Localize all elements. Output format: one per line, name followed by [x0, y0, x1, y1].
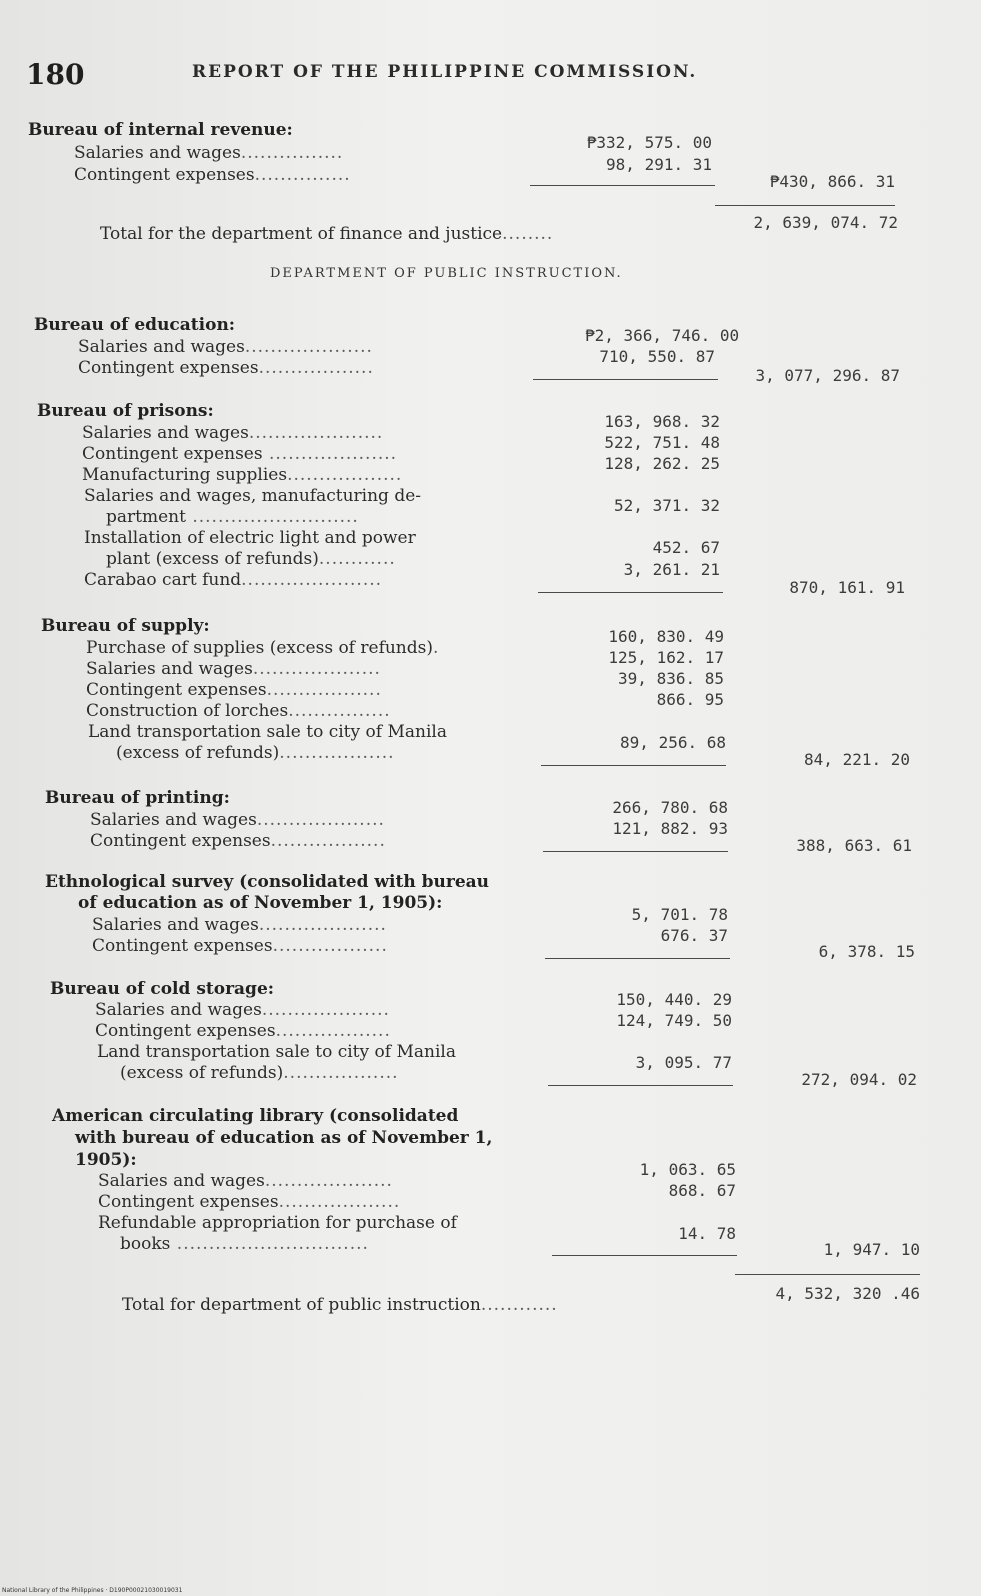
- line-label: partment ..........................: [106, 507, 359, 527]
- bureau-title: Bureau of supply:: [41, 616, 210, 636]
- bureau-total: 6, 378. 15: [818, 942, 915, 961]
- subtotal-rule: [543, 851, 728, 852]
- line-label: Contingent expenses...............: [74, 165, 351, 185]
- line-label: Salaries and wages....................: [98, 1171, 393, 1191]
- line-label: Salaries and wages.....................: [82, 423, 384, 443]
- line-amount: 710, 550. 87: [599, 347, 715, 366]
- bureau-title: Bureau of internal revenue:: [28, 120, 293, 140]
- line-amount: 3, 261. 21: [623, 560, 720, 579]
- line-label: (excess of refunds)..................: [116, 743, 395, 763]
- line-amount: 52, 371. 32: [614, 496, 720, 515]
- line-label: plant (excess of refunds)............: [106, 549, 396, 569]
- bureau-title: 1905):: [75, 1150, 137, 1170]
- line-amount: 125, 162. 17: [608, 648, 724, 667]
- line-label: Contingent expenses..................: [78, 358, 374, 378]
- line-amount: 121, 882. 93: [612, 819, 728, 838]
- line-label: Land transportation sale to city of Manila: [97, 1042, 456, 1062]
- line-label: Salaries and wages................: [74, 143, 344, 163]
- line-label: Purchase of supplies (excess of refunds).: [86, 638, 440, 658]
- scan-credit: National Library of the Philippines · D190P00021030019031: [2, 1587, 183, 1594]
- line-amount: 676. 37: [660, 926, 728, 945]
- subtotal-rule: [552, 1255, 737, 1256]
- line-amount: 14. 78: [678, 1224, 736, 1243]
- bureau-total: 1, 947. 10: [823, 1240, 920, 1259]
- bureau-title: Bureau of printing:: [45, 788, 230, 808]
- line-label: Contingent expenses..................: [86, 680, 382, 700]
- line-amount: 128, 262. 25: [604, 454, 720, 473]
- section-heading: DEPARTMENT OF PUBLIC INSTRUCTION.: [270, 266, 623, 281]
- bureau-total: 870, 161. 91: [789, 578, 905, 597]
- line-amount: 868. 67: [668, 1181, 736, 1200]
- line-label: (excess of refunds)..................: [120, 1063, 399, 1083]
- bureau-title: Bureau of cold storage:: [50, 979, 275, 999]
- bureau-title: with bureau of education as of November 1,: [75, 1128, 493, 1148]
- line-amount: 452. 67: [652, 538, 720, 557]
- bureau-total: 272, 094. 02: [801, 1070, 917, 1089]
- running-head: REPORT OF THE PHILIPPINE COMMISSION.: [192, 62, 698, 82]
- line-amount: 866. 95: [656, 690, 724, 709]
- total-rule: [715, 205, 895, 206]
- line-label: Contingent expenses...................: [98, 1192, 401, 1212]
- line-label: Land transportation sale to city of Manila: [88, 722, 447, 742]
- line-label: books ..............................: [120, 1234, 369, 1254]
- finance-total-label: Total for the department of finance and justice........: [100, 224, 554, 244]
- line-label: Salaries and wages, manufacturing de-: [84, 486, 422, 506]
- page-number: 180: [26, 58, 85, 91]
- subtotal-rule: [548, 1085, 733, 1086]
- line-label: Contingent expenses..................: [95, 1021, 391, 1041]
- bureau-title: American circulating library (consolidated: [52, 1106, 459, 1126]
- line-amount: 266, 780. 68: [612, 798, 728, 817]
- subtotal-rule: [533, 379, 718, 380]
- line-amount: 3, 095. 77: [635, 1053, 732, 1072]
- line-amount: 98, 291. 31: [606, 155, 712, 174]
- line-amount: 522, 751. 48: [604, 433, 720, 452]
- line-label: Construction of lorches................: [86, 701, 391, 721]
- line-label: Salaries and wages....................: [78, 337, 373, 357]
- bureau-total: ₱430, 866. 31: [769, 172, 895, 191]
- instruction-total-amount: 4, 532, 320 .46: [775, 1284, 920, 1303]
- line-label: Carabao cart fund......................: [84, 570, 383, 590]
- bureau-total: 3, 077, 296. 87: [755, 366, 900, 385]
- bureau-title: Bureau of prisons:: [37, 401, 214, 421]
- line-label: Salaries and wages....................: [86, 659, 381, 679]
- bureau-title: of education as of November 1, 1905):: [78, 893, 443, 913]
- line-label: Manufacturing supplies..................: [82, 465, 403, 485]
- bureau-total: 84, 221. 20: [804, 750, 910, 769]
- line-label: Salaries and wages....................: [95, 1000, 390, 1020]
- subtotal-rule: [545, 958, 730, 959]
- line-amount: 160, 830. 49: [608, 627, 724, 646]
- instruction-total-label: Total for department of public instruction............: [122, 1295, 558, 1315]
- line-amount: ₱2, 366, 746. 00: [585, 326, 740, 345]
- line-amount: 150, 440. 29: [616, 990, 732, 1009]
- line-label: Salaries and wages....................: [90, 810, 385, 830]
- line-amount: ₱332, 575. 00: [586, 133, 712, 152]
- subtotal-rule: [530, 185, 715, 186]
- line-label: Refundable appropriation for purchase of: [98, 1213, 457, 1233]
- line-amount: 5, 701. 78: [631, 905, 728, 924]
- line-amount: 39, 836. 85: [618, 669, 724, 688]
- line-amount: 163, 968. 32: [604, 412, 720, 431]
- line-label: Contingent expenses..................: [92, 936, 388, 956]
- line-amount: 1, 063. 65: [639, 1160, 736, 1179]
- bureau-title: Bureau of education:: [34, 315, 236, 335]
- subtotal-rule: [538, 592, 723, 593]
- line-label: Installation of electric light and power: [84, 528, 416, 548]
- line-label: Salaries and wages....................: [92, 915, 387, 935]
- bureau-title: Ethnological survey (consolidated with bureau: [45, 872, 490, 892]
- line-amount: 124, 749. 50: [616, 1011, 732, 1030]
- subtotal-rule: [541, 765, 726, 766]
- line-label: Contingent expenses ....................: [82, 444, 398, 464]
- page-header: [26, 58, 956, 98]
- finance-total-amount: 2, 639, 074. 72: [753, 213, 898, 232]
- line-amount: 89, 256. 68: [620, 733, 726, 752]
- line-label: Contingent expenses..................: [90, 831, 386, 851]
- total-rule: [735, 1274, 920, 1275]
- bureau-total: 388, 663. 61: [796, 836, 912, 855]
